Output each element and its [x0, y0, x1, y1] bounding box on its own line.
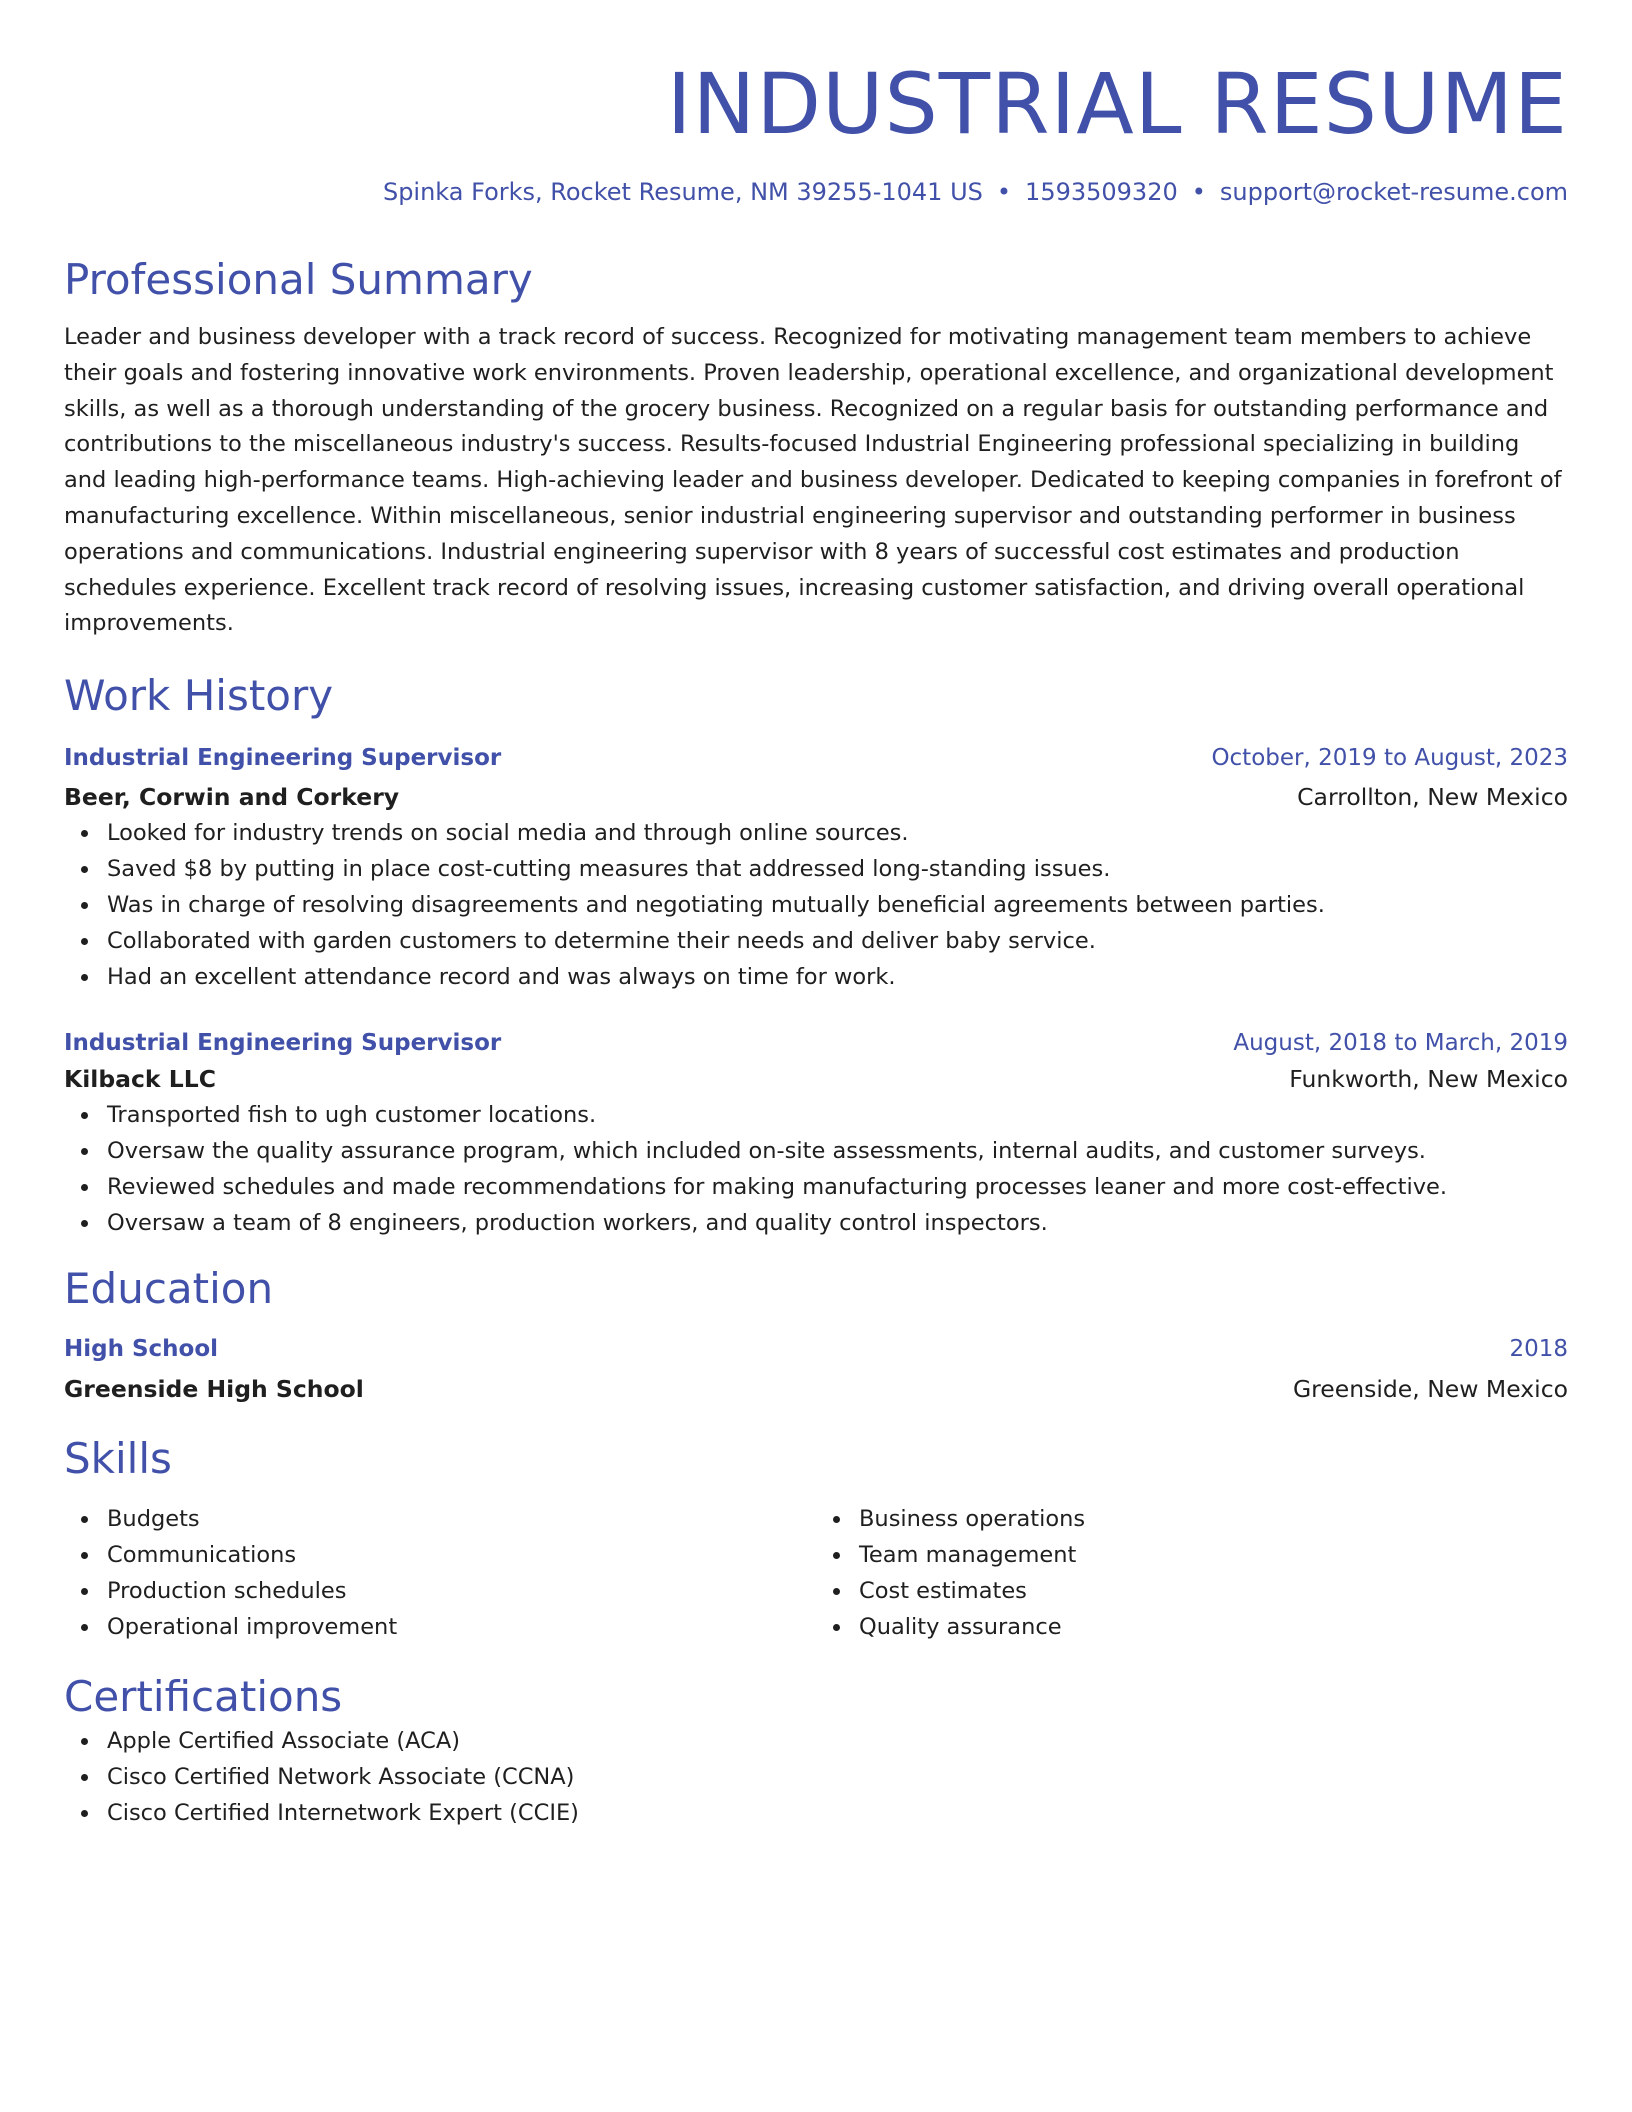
- job-duty-item: Transported fish to ugh customer locations.: [107, 1097, 1568, 1133]
- work-history-heading: Work History: [64, 671, 334, 721]
- job-duty-item: Saved $8 by putting in place cost-cutting measures that addressed long-standing issues.: [107, 851, 1568, 887]
- job-location: Carrollton, New Mexico: [1297, 783, 1568, 812]
- skill-item: Quality assurance: [859, 1609, 1568, 1645]
- summary-heading: Professional Summary: [64, 255, 533, 304]
- education-school: Greenside High School: [64, 1375, 364, 1404]
- contact-email: support@rocket-resume.com: [1219, 178, 1568, 206]
- job-duty-item: Oversaw the quality assurance program, which included on-site assessments, internal audits, and customer surveys.: [107, 1133, 1568, 1169]
- resume-name: INDUSTRIAL RESUME: [666, 55, 1568, 153]
- certification-item: Cisco Certified Network Associate (CCNA): [107, 1759, 1568, 1795]
- job-dates: October, 2019 to August, 2023: [1211, 745, 1568, 772]
- certification-item: Apple Certified Associate (ACA): [107, 1723, 1568, 1759]
- job-company: Kilback LLC: [64, 1065, 216, 1094]
- job-title: Industrial Engineering Supervisor: [64, 1030, 502, 1057]
- work-history-section: [64, 670, 1568, 1241]
- certifications-section: [64, 1671, 1568, 1831]
- job-duties-list: [64, 1097, 1568, 1241]
- skills-list-left: [64, 1501, 816, 1645]
- contact-separator: •: [996, 178, 1012, 206]
- education-section: [64, 1263, 1568, 1407]
- job-duty-item: Had an excellent attendance record and was always on time for work.: [107, 959, 1568, 995]
- job-entry: [64, 740, 1568, 995]
- skill-item: Communications: [107, 1537, 816, 1573]
- job-title-row: [64, 740, 1568, 776]
- summary-text: Leader and business developer with a track record of success. Recognized for motivating management team members to achieve their goals and fostering innovative work environments. Proven leadership, operational excellence, and organizational development skills, as well as a thorough understanding of the grocery business. Recognized on a regular basis for outstanding performance and contributions to the miscellaneous industry's success. Results-focused Industrial Engineering professional specializing in building and leading high-performance teams. High-achieving leader and business developer. Dedicated to keeping companies in forefront of manufacturing excellence. Within miscellaneous, senior industrial engineering supervisor and outstanding performer in business operations and communications. Industrial engineering supervisor with 8 years of successful cost estimates and production schedules experience. Excellent track record of resolving issues, increasing customer satisfaction, and driving overall operational improvements.: [64, 324, 1562, 637]
- contact-phone: 1593509320: [1025, 178, 1178, 206]
- summary-section: [64, 254, 1568, 642]
- education-heading: Education: [64, 1264, 274, 1314]
- certifications-list: [64, 1723, 1568, 1831]
- job-duty-item: Oversaw a team of 8 engineers, production workers, and quality control inspectors.: [107, 1205, 1568, 1241]
- job-company-row: [64, 1061, 1568, 1097]
- contact-line: [64, 176, 1568, 208]
- education-location: Greenside, New Mexico: [1292, 1375, 1568, 1404]
- skill-item: Production schedules: [107, 1573, 816, 1609]
- job-company-row: [64, 779, 1568, 815]
- job-duty-item: Was in charge of resolving disagreements and negotiating mutually beneficial agreements between parties.: [107, 887, 1568, 923]
- job-dates: August, 2018 to March, 2019: [1233, 1030, 1568, 1057]
- skills-list-right: [816, 1501, 1568, 1645]
- job-duty-item: Collaborated with garden customers to determine their needs and deliver baby service.: [107, 923, 1568, 959]
- education-year: 2018: [1509, 1336, 1568, 1363]
- skill-item: Budgets: [107, 1501, 816, 1537]
- contact-separator: •: [1191, 178, 1206, 206]
- certifications-heading: Certifications: [64, 1672, 343, 1722]
- education-degree: High School: [64, 1336, 219, 1363]
- job-title-row: [64, 1025, 1568, 1061]
- skill-item: Team management: [859, 1537, 1568, 1573]
- job-location: Funkworth, New Mexico: [1289, 1065, 1568, 1094]
- resume-header: [64, 56, 1568, 208]
- skills-section: [64, 1433, 1568, 1645]
- job-duties-list: [64, 815, 1568, 995]
- contact-address: Spinka Forks, Rocket Resume, NM 39255-1041 US: [382, 178, 983, 206]
- education-school-row: [64, 1371, 1568, 1407]
- job-title: Industrial Engineering Supervisor: [64, 745, 502, 772]
- skill-item: Operational improvement: [107, 1609, 816, 1645]
- certification-item: Cisco Certified Internetwork Expert (CCIE): [107, 1795, 1568, 1831]
- skill-item: Cost estimates: [859, 1573, 1568, 1609]
- education-degree-row: [64, 1331, 1568, 1367]
- job-entry: [64, 1025, 1568, 1241]
- job-duty-item: Reviewed schedules and made recommendations for making manufacturing processes leaner and more cost-effective.: [107, 1169, 1568, 1205]
- skills-heading: Skills: [64, 1434, 172, 1484]
- skill-item: Business operations: [859, 1501, 1568, 1537]
- job-company: Beer, Corwin and Corkery: [64, 783, 400, 812]
- job-duty-item: Looked for industry trends on social media and through online sources.: [107, 815, 1568, 851]
- skills-grid: [64, 1501, 1568, 1645]
